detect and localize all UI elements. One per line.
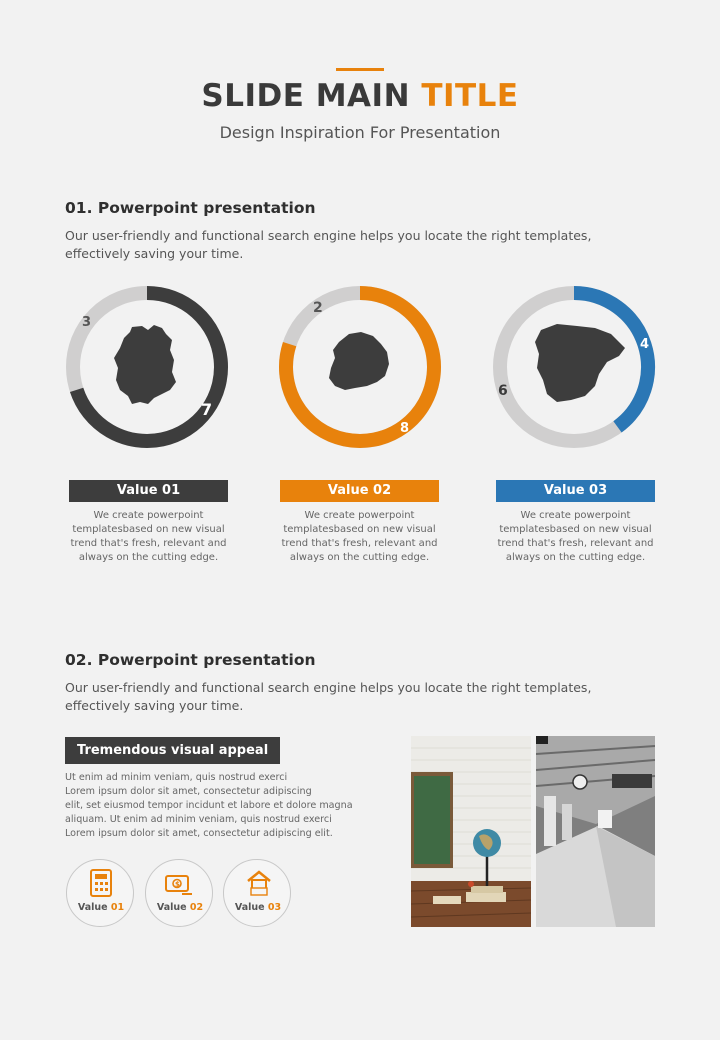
donut-big-value: 8 <box>400 421 410 436</box>
value-icon-circle-3 <box>223 859 291 927</box>
value-label-2: Value 02 <box>280 480 439 502</box>
value-icon-num: 01 <box>110 902 125 913</box>
section1-heading: 01. Powerpoint presentation <box>65 199 316 217</box>
visual-appeal-title: Tremendous visual appeal <box>65 737 280 764</box>
title-main: SLIDE MAIN <box>201 78 411 114</box>
donut-small-value: 3 <box>82 315 92 330</box>
value-description-3: We create powerpoint templatesbased on new visual trend that's fresh, relevant and always on the cutting edge. <box>497 510 654 563</box>
value-icon-circle-2 <box>145 859 213 927</box>
value-icon-label: Value <box>77 902 108 913</box>
visual-appeal-text: Ut enim ad minim veniam, quis nostrud exerci Lorem ipsum dolor sit amet, consectetur adipiscing elit, set eiusmod tempor incidunt et labore et dolore magna aliquam. Ut enim ad minim veniam, quis nostrud exerci Lorem ipsum dolor sit amet, consectetur adipiscing elit. <box>65 772 353 839</box>
title-accent-bar <box>336 68 384 71</box>
belarus-map-icon <box>329 332 389 390</box>
value-icon-circle-1 <box>66 859 134 927</box>
germany-map-icon <box>114 325 176 404</box>
spain-map-icon <box>535 324 625 402</box>
slide-subtitle: Design Inspiration For Presentation <box>219 123 501 142</box>
title-accent: TITLE <box>421 78 519 114</box>
calculator-icon <box>88 869 114 897</box>
section2-heading: 02. Powerpoint presentation <box>65 651 316 669</box>
value-description-2: We create powerpoint templatesbased on new visual trend that's fresh, relevant and always on the cutting edge. <box>281 510 438 563</box>
section1-description: Our user-friendly and functional search engine helps you locate the right templates, effectively saving your time. <box>65 228 592 261</box>
donut-big-value: 4 <box>640 337 650 352</box>
house-sell-icon <box>245 869 273 897</box>
donut-chart-1 <box>62 282 232 452</box>
value-icon-label: Value <box>234 902 265 913</box>
value-icon-num: 02 <box>189 902 204 913</box>
classroom-globe-photo <box>411 736 531 927</box>
donut-small-value: 2 <box>313 300 323 316</box>
donut-big-value: 7 <box>201 400 213 419</box>
value-label-3: Value 03 <box>496 480 655 502</box>
value-description-1: We create powerpoint templatesbased on new visual trend that's fresh, relevant and always on the cutting edge. <box>70 510 227 563</box>
value-label-1: Value 01 <box>69 480 228 502</box>
subway-station-photo <box>536 736 655 927</box>
donut-small-value: 6 <box>498 383 508 399</box>
donut-chart-3 <box>489 282 659 452</box>
value-icon-label: Value <box>156 902 187 913</box>
slide-title <box>0 78 720 114</box>
svg-text:$: $ <box>175 880 180 889</box>
donut-chart-2 <box>275 282 445 452</box>
section2-description: Our user-friendly and functional search engine helps you locate the right templates, effectively saving your time. <box>65 680 592 713</box>
money-icon <box>165 873 193 897</box>
value-icon-num: 03 <box>267 902 282 913</box>
